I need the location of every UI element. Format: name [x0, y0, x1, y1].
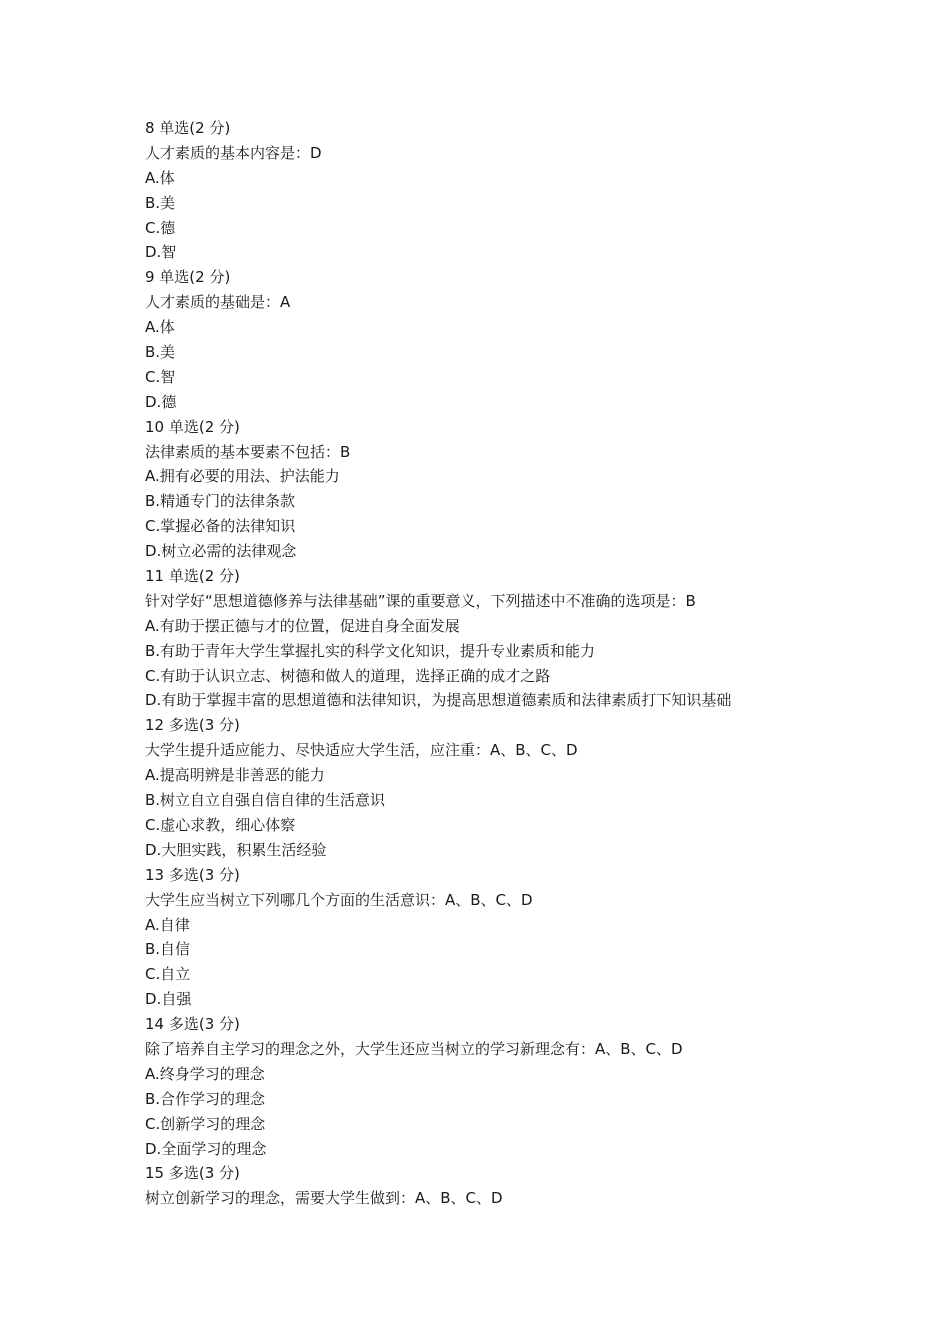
option-a: A.拥有必要的用法、护法能力: [145, 467, 340, 486]
option-b: B.美: [145, 343, 176, 362]
option-d: D.德: [145, 392, 177, 411]
question-header: 8 单选(2 分): [145, 119, 231, 137]
question-stem: 树立创新学习的理念，需要大学生做到：A、B、C、D: [145, 1189, 503, 1208]
question-header: 13 多选(3 分): [145, 865, 240, 884]
question-stem: 法律素质的基本要素不包括：B: [145, 442, 351, 461]
option-a: A.终身学习的理念: [145, 1064, 265, 1083]
question-header: 12 多选(3 分): [145, 716, 240, 735]
question-stem: 大学生应当树立下列哪几个方面的生活意识：A、B、C、D: [145, 890, 533, 909]
question-stem: 人才素质的基础是：A: [145, 293, 291, 312]
option-a: A.有助于摆正德与才的位置，促进自身全面发展: [145, 616, 460, 635]
option-c: C.虚心求教，细心体察: [145, 815, 296, 834]
question-11: [145, 564, 915, 713]
question-stem: 大学生提升适应能力、尽快适应大学生活，应注重：A、B、C、D: [145, 741, 578, 760]
question-header: 10 单选(2 分): [145, 417, 240, 436]
question-14: [145, 1012, 915, 1161]
question-10: [145, 415, 915, 564]
question-8: [145, 116, 915, 265]
option-c: C.有助于认识立志、树德和做人的道理，选择正确的成才之路: [145, 666, 551, 685]
option-b: B.树立自立自强自信自律的生活意识: [145, 791, 386, 810]
option-c: C.掌握必备的法律知识: [145, 517, 296, 536]
option-c: C.德: [145, 218, 176, 237]
option-b: B.有助于青年大学生掌握扎实的科学文化知识，提升专业素质和能力: [145, 641, 596, 660]
question-9: [145, 265, 915, 414]
option-b: B.精通专门的法律条款: [145, 492, 296, 511]
question-stem: 除了培养自主学习的理念之外，大学生还应当树立的学习新理念有：A、B、C、D: [145, 1039, 683, 1058]
question-header: 11 单选(2 分): [145, 567, 240, 586]
question-header: 15 多选(3 分): [145, 1164, 240, 1183]
question-header: 9 单选(2 分): [145, 268, 231, 287]
option-b: B.合作学习的理念: [145, 1089, 266, 1108]
question-13: [145, 863, 915, 1012]
option-a: A.自律: [145, 915, 190, 934]
option-d: D.大胆实践，积累生活经验: [145, 840, 327, 859]
option-d: D.智: [145, 243, 177, 262]
option-c: C.创新学习的理念: [145, 1114, 266, 1133]
option-b: B.美: [145, 193, 176, 212]
question-12: [145, 713, 915, 862]
option-d: D.有助于掌握丰富的思想道德和法律知识，为提高思想道德素质和法律素质打下知识基础: [145, 691, 732, 710]
question-stem: 人才素质的基本内容是：D: [145, 143, 322, 162]
option-d: D.全面学习的理念: [145, 1139, 267, 1158]
question-stem: 针对学好“思想道德修养与法律基础”课的重要意义，下列描述中不准确的选项是：B: [145, 591, 696, 610]
option-d: D.树立必需的法律观念: [145, 542, 297, 561]
document-page: [145, 116, 915, 1211]
option-a: A.体: [145, 168, 175, 187]
option-c: C.自立: [145, 965, 191, 984]
option-d: D.自强: [145, 990, 192, 1009]
option-c: C.智: [145, 367, 176, 386]
question-header: 14 多选(3 分): [145, 1015, 240, 1034]
option-b: B.自信: [145, 940, 191, 959]
question-15: [145, 1161, 915, 1211]
option-a: A.体: [145, 318, 175, 337]
option-a: A.提高明辨是非善恶的能力: [145, 766, 325, 785]
